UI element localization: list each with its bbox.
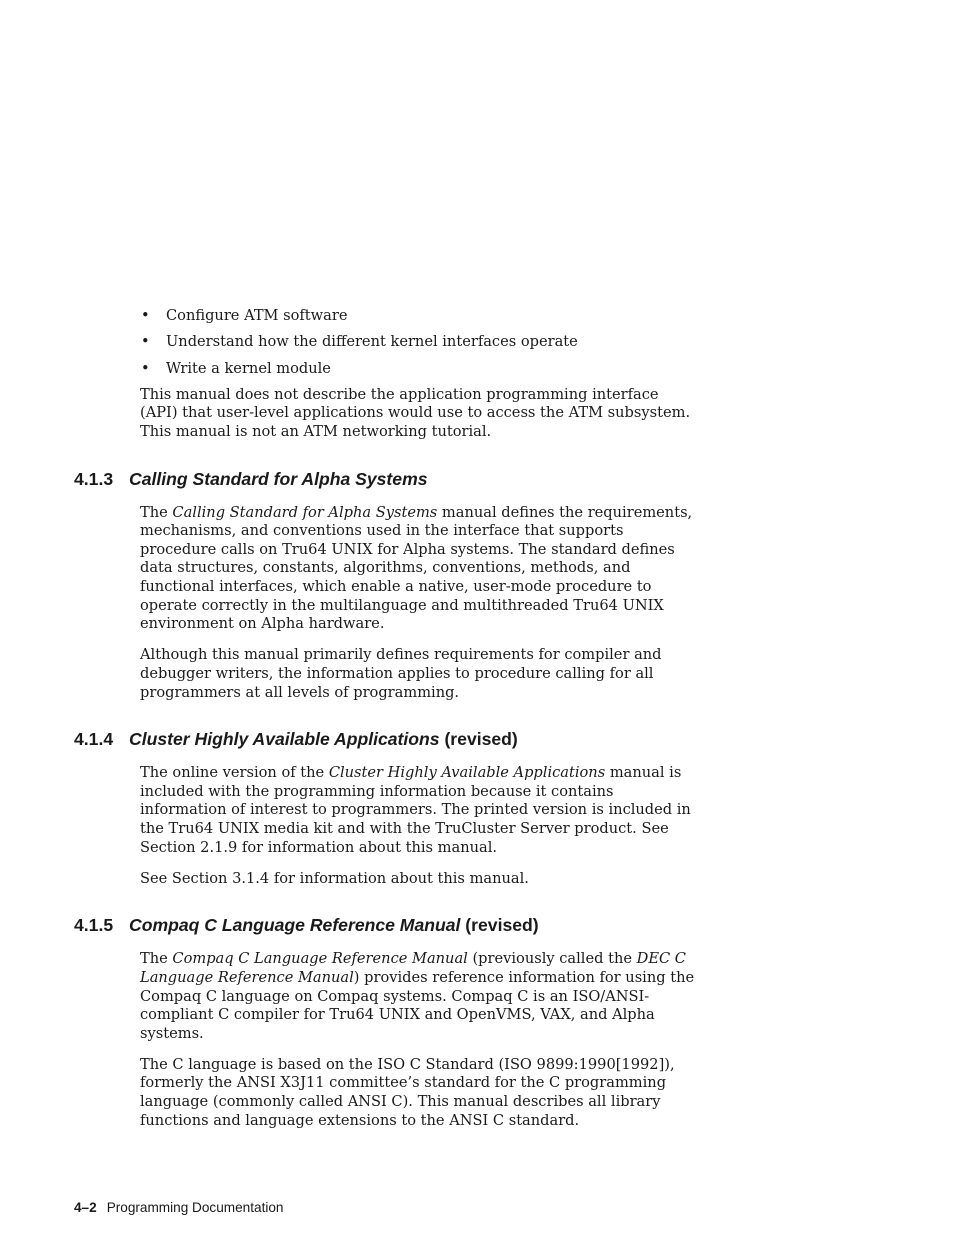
bullet-icon: • — [141, 333, 150, 351]
section-4-1-3-paragraph-1 — [140, 504, 700, 634]
section-title: Compaq C Language Reference Manual — [129, 915, 461, 936]
list-item — [140, 360, 700, 379]
section-4-1-4-paragraph-2: See Section 3.1.4 for information about this manual. — [140, 869, 529, 887]
text-run: manual defines the requirements, mechanisms, and conventions used in the interface that supports procedure calls on Tru64 UNIX for Alpha systems. The standard defines data structures, constants, algorithms, conventions, methods, and functional interfaces, which enable a native, user-mode procedure to operate correctly in the multilanguage and multithreaded Tru64 UNIX environment on Alpha hardware. — [140, 503, 693, 633]
list-item-text: Configure ATM software — [166, 307, 348, 324]
section-heading-4-1-5 — [74, 914, 774, 936]
section-title-suffix: (revised) — [460, 915, 539, 936]
section-title-suffix: (revised) — [439, 729, 518, 750]
bullet-icon: • — [141, 359, 150, 377]
text-run: The — [140, 950, 173, 968]
section-4-1-5-paragraph-1 — [140, 950, 700, 1043]
section-heading-4-1-3 — [74, 468, 774, 490]
page-footer — [74, 1199, 284, 1216]
text-run: (previously called the — [467, 950, 637, 968]
section-number: 4.1.4 — [74, 729, 114, 750]
intro-paragraph: This manual does not describe the application programming interface (API) that user-level applications would use to access the ATM subsystem. This manual is not an ATM networking tutorial. — [140, 385, 691, 441]
list-item — [140, 307, 700, 326]
list-item-text: Understand how the different kernel interfaces operate — [166, 333, 578, 351]
section-4-1-4-paragraph-1 — [140, 764, 700, 857]
section-heading-4-1-4 — [74, 728, 774, 750]
section-4-1-3-paragraph-2: Although this manual primarily defines requirements for compiler and debugger writers, the information applies to procedure calling for all programmers at all levels of programming. — [140, 646, 662, 701]
text-run: The online version of the — [140, 764, 329, 782]
page-number: 4–2 — [74, 1200, 97, 1215]
list-item-text: Write a kernel module — [166, 359, 331, 377]
manual-title-italic: DEC C Language Reference Manual — [140, 950, 686, 986]
manual-title-italic: Compaq C Language Reference Manual — [172, 950, 468, 968]
section-number: 4.1.3 — [74, 468, 114, 489]
bullet-icon: • — [141, 307, 150, 324]
manual-title-italic: Cluster Highly Available Applications — [328, 764, 606, 782]
bullet-list — [140, 307, 700, 378]
list-item — [140, 333, 700, 352]
text-run: The — [140, 503, 173, 521]
section-number: 4.1.5 — [74, 915, 114, 936]
text-run: ) provides reference information for using the Compaq C language on Compaq systems. Compaq C is an ISO/ANSI-compliant C compiler for Tru64 UNIX and OpenVMS, VAX, and Alpha systems. — [140, 968, 695, 1042]
section-title: Cluster Highly Available Applications — [129, 729, 440, 750]
running-title: Programming Documentation — [106, 1200, 284, 1215]
section-4-1-5-paragraph-2: The C language is based on the ISO C Standard (ISO 9899:1990[1992]), formerly the ANSI X3J11 committee’s standard for the C programming language (commonly called ANSI C). This manual describes all library functions and language extensions to the ANSI C standard. — [140, 1055, 675, 1129]
text-run: manual is included with the programming information because it contains information of interest to programmers. The printed version is included in the Tru64 UNIX media kit and with the TruCluster Server product. See Section 2.1.9 for information about this manual. — [140, 764, 691, 856]
page-body — [74, 307, 700, 1143]
section-title: Calling Standard for Alpha Systems — [129, 468, 428, 489]
manual-title-italic: Calling Standard for Alpha Systems — [172, 503, 438, 521]
